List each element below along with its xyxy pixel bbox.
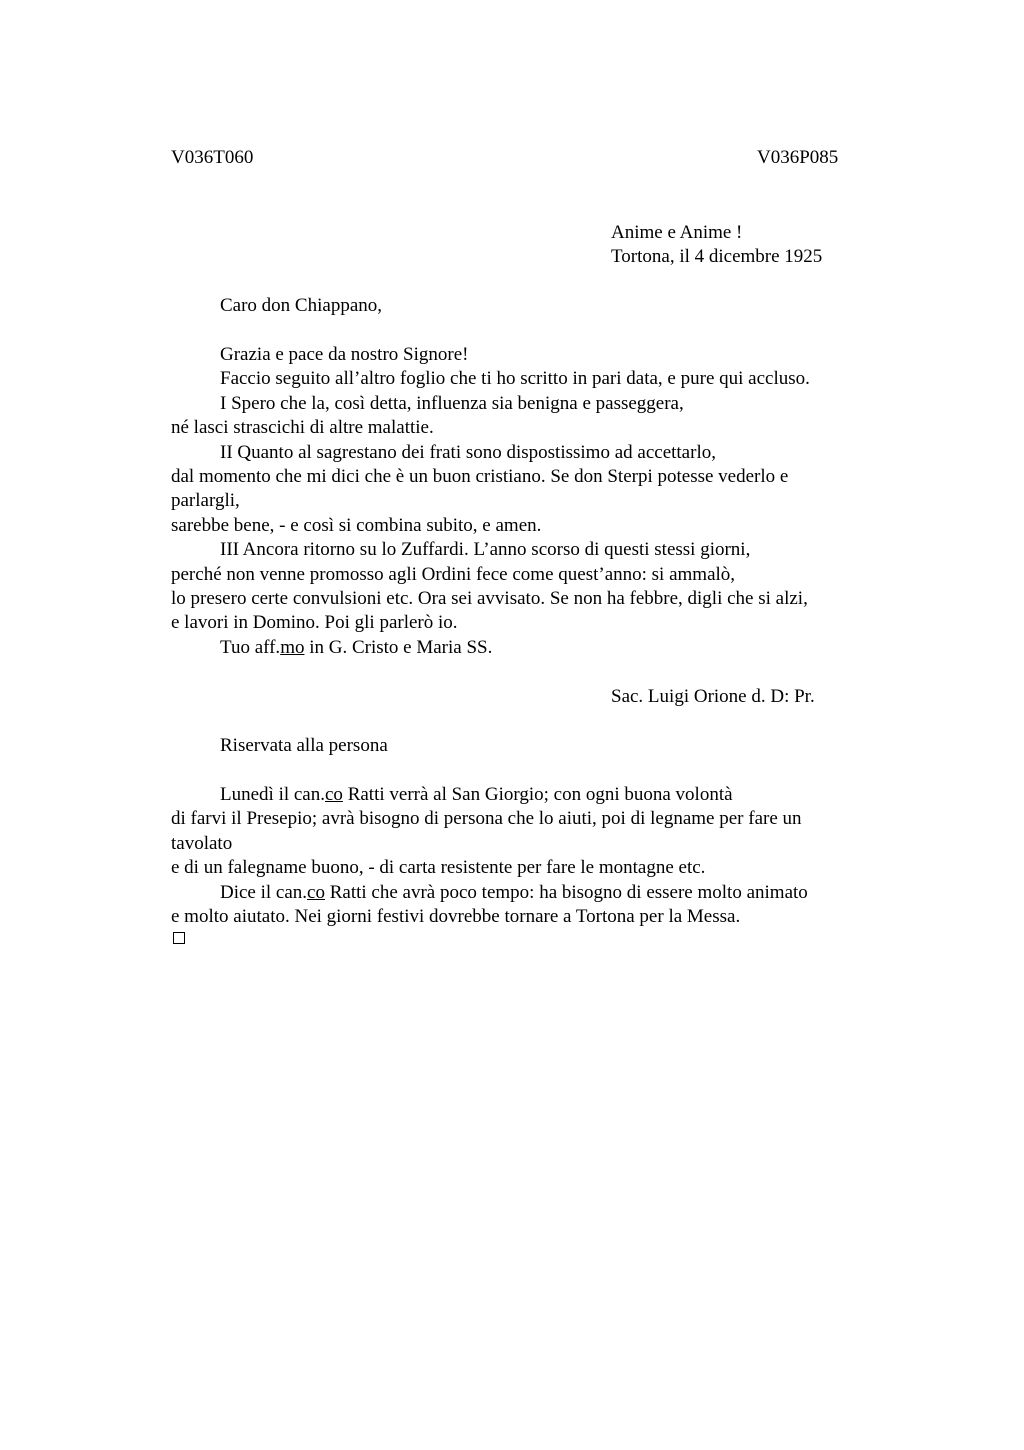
postscript-line: [171, 783, 808, 807]
body-line: dal momento che mi dici che è un buon cristiano. Se don Sterpi potesse vederlo e: [171, 465, 789, 487]
letter-signature: Sac. Luigi Orione d. D: Pr.: [611, 686, 815, 707]
letter-place-date: Tortona, il 4 dicembre 1925: [611, 246, 823, 267]
document-code-left: V036T060: [171, 147, 254, 168]
letter-motto: Anime e Anime !: [611, 222, 743, 243]
body-line: III Ancora ritorno su lo Zuffardi. L’anno scorso di questi stessi giorni,: [220, 539, 751, 561]
body-line: parlargli,: [171, 490, 240, 512]
body-line: I Spero che la, così detta, influenza sia benigna e passeggera,: [220, 392, 684, 414]
end-box-icon: [173, 932, 185, 944]
body-line: lo presero certe convulsioni etc. Ora sei avvisato. Se non ha febbre, digli che si alzi,: [171, 587, 808, 609]
body-line: Faccio seguito all’altro foglio che ti ho scritto in pari data, e pure qui accluso.: [220, 368, 810, 390]
closing-line: [171, 636, 810, 660]
postscript-line: tavolato: [171, 832, 233, 854]
body-line: sarebbe bene, - e così si combina subito, e amen.: [171, 514, 542, 536]
ps-line5-pre: Dice il can.: [220, 881, 308, 903]
postscript-line: e molto aiutato. Nei giorni festivi dovrebbe tornare a Tortona per la Messa.: [171, 905, 741, 927]
body-line: Grazia e pace da nostro Signore!: [220, 344, 469, 365]
postscript-line: [171, 881, 808, 905]
postscript-line: e di un falegname buono, - di carta resistente per fare le montagne etc.: [171, 857, 706, 879]
ps-line1-pre: Lunedì il can.: [220, 784, 325, 805]
letter-salutation: Caro don Chiappano,: [220, 295, 383, 316]
document-code-right: V036P085: [757, 147, 839, 168]
ps-line1-abbrev: co: [325, 784, 343, 805]
closing-abbrev: mo: [280, 636, 305, 658]
ps-line5-abbrev: co: [307, 881, 325, 903]
body-line: né lasci strascichi di altre malattie.: [171, 417, 434, 439]
ps-line1-post: Ratti verrà al San Giorgio; con ogni buona volontà: [342, 784, 733, 805]
ps-line5-post: Ratti che avrà poco tempo: ha bisogno di essere molto animato: [324, 881, 808, 903]
postscript: [171, 783, 808, 929]
closing-post: in G. Cristo e Maria SS.: [304, 636, 493, 658]
postscript-line: di farvi il Presepio; avrà bisogno di persona che lo aiuti, poi di legname per fare un: [171, 808, 802, 830]
body-line: e lavori in Domino. Poi gli parlerò io.: [171, 612, 458, 634]
body-line: II Quanto al sagrestano dei frati sono dispostissimo ad accettarlo,: [220, 441, 716, 463]
closing-pre: Tuo aff.: [220, 636, 281, 658]
private-note: Riservata alla persona: [220, 735, 388, 756]
letter-body: [171, 343, 810, 660]
body-line: perché non venne promosso agli Ordini fece come quest’anno: si ammalò,: [171, 563, 736, 585]
